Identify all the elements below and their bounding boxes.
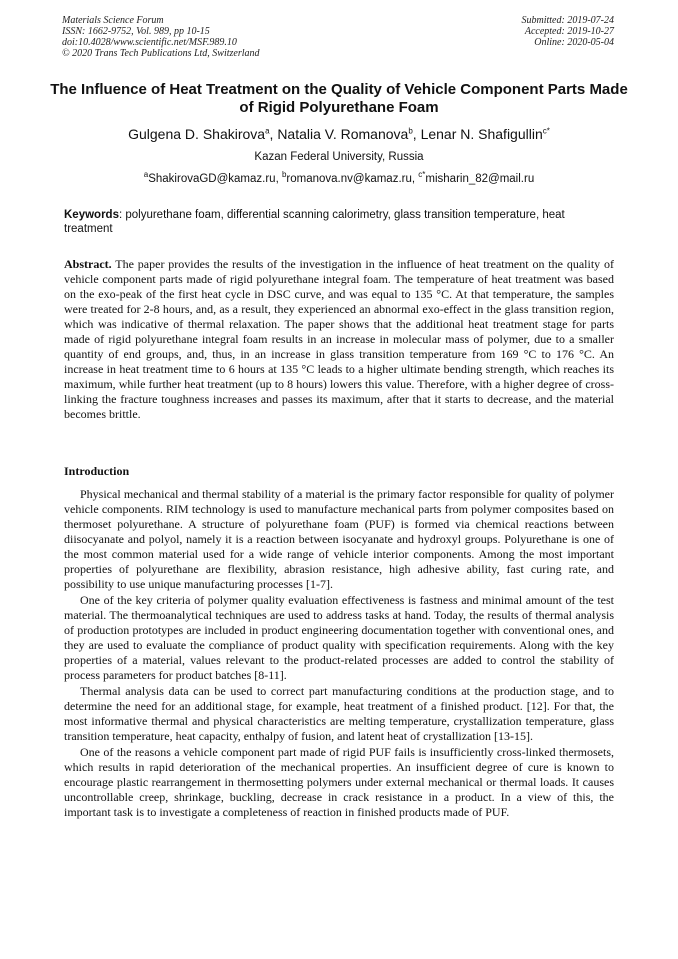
introduction-body bbox=[64, 487, 614, 821]
keywords-label: Keywords bbox=[64, 209, 119, 221]
email-1[interactable]: ShakirovaGD@kamaz.ru bbox=[148, 173, 276, 185]
abstract bbox=[64, 257, 614, 422]
online-date: Online: 2020-05-04 bbox=[534, 37, 614, 48]
author-list: Gulgena D. Shakirova$^a$, Natalia V. Romanova$^b$, Lenar N. Shafigullin$^{c*}$ bbox=[128, 126, 550, 142]
author-1: Gulgena D. Shakirova$^a$ bbox=[128, 126, 270, 142]
author-3: Lenar N. Shafigullin$^{c*}$ bbox=[420, 126, 550, 142]
abstract-text: The paper provides the results of the investigation in the influence of heat treatment on the quality of vehicle component parts made of rigid polyurethane integral foam. The temperature of heat treatment was based on the exo-peak of the first heat cycle in DSC curve, and was equal to 135 °C. At that temperature, the samples were treated for 2-8 hours, and, as a result, they experienced an abnormal exo-effect in the glass transition region, which was indicative of thermal relaxation. The paper shows that the additional heat treatment stage for parts made of rigid polyurethane integral foam results in an increase in molecular mass of polymer, due to a smaller quantity of end groups, and, thus, in an increase in glass transition temperature from 169 °C to 176 °C. An increase in heat treatment time to 6 hours at 135 °C leads to a higher ultimate bending strength, which reaches its maximum, while further heat treatment (up to 8 hours) lowers this value. Therefore, with a higher degree of cross-linking the fracture toughness increases and passes its maximum, after that it starts to decrease, and the material becomes brittle. bbox=[64, 257, 614, 421]
author-2: Natalia V. Romanova$^b$ bbox=[277, 126, 413, 142]
journal-info bbox=[62, 15, 260, 59]
paragraph: Thermal analysis data can be used to correct part manufacturing conditions at the production stage, and to determine the need for an additional stage, for example, heat treatment of a finished product. [12]. For that, the most informative thermal and physical characteristics are melting temperature, crystallization temperature, glass transition temperature, heat capacity, enthalpy of fusion, and latent heat of crystallization [13-15]. bbox=[64, 684, 614, 743]
author-2-affiliation-mark: b bbox=[408, 126, 413, 136]
submitted-date: Submitted: 2019-07-24 bbox=[521, 15, 614, 26]
doi-line: doi:10.4028/www.scientific.net/MSF.989.10 bbox=[62, 37, 237, 48]
publication-dates bbox=[522, 15, 615, 48]
affiliation: Kazan Federal University, Russia bbox=[254, 151, 424, 163]
email-3[interactable]: misharin_82@mail.ru bbox=[425, 173, 535, 185]
abstract-label: Abstract. bbox=[64, 257, 112, 271]
paper-title: The Influence of Heat Treatment on the Quality of Vehicle Component Parts Made of Rigid Polyurethane Foam bbox=[50, 81, 628, 116]
paragraph: One of the reasons a vehicle component part made of rigid PUF fails is insufficiently cross-linked thermosets, which results in rapid deterioration of the mechanical properties. An insufficient degree of cure is known to encourage plastic rearrangement in thermosetting polymers under external mechanical or thermal loads. It causes uncontrollable creep, shrinkage, buckling, decrease in crack resistance in a product. In a view of this, the important task is to investigate a completeness of reaction in finished products made of PUF. bbox=[64, 745, 614, 819]
accepted-date: Accepted: 2019-10-27 bbox=[524, 26, 614, 37]
issn-line: ISSN: 1662-9752, Vol. 989, pp 10-15 bbox=[62, 26, 210, 37]
copyright-line: © 2020 Trans Tech Publications Ltd, Switzerland bbox=[62, 48, 260, 59]
email-2[interactable]: romanova.nv@kamaz.ru bbox=[286, 173, 412, 185]
keywords bbox=[64, 208, 614, 236]
journal-name: Materials Science Forum bbox=[62, 15, 164, 26]
author-1-affiliation-mark: a bbox=[265, 126, 270, 136]
introduction-heading: Introduction bbox=[64, 464, 130, 478]
email-list: $^a$ShakirovaGD@kamaz.ru, $^b$romanova.nv@kamaz.ru, $^{c*}$misharin_82@mail.ru bbox=[143, 170, 535, 185]
keywords-text: : polyurethane foam, differential scanning calorimetry, glass transition temperature, heat treatment bbox=[64, 209, 565, 235]
paragraph: One of the key criteria of polymer quality evaluation effectiveness is fastness and minimal amount of the test material. The thermoanalytical techniques are used to address tasks at hand. Today, the results of thermal analysis of production prototypes are included in product engineering documentation together with conventional ones, and they are used to evaluate the compliance of product quality with specification requirements. Along with the key properties of a material, values relevant to the product-related processes are added to control the stability of process parameters for product batches [8-11]. bbox=[64, 593, 614, 682]
paragraph: Physical mechanical and thermal stability of a material is the primary factor responsible for quality of polymer vehicle components. RIM technology is used to manufacture mechanical parts from polymer composites based on thermoset polyurethane. A structure of polyurethane foam (PUF) is formed via chemical reactions between diisocyanate and polyol, namely it is a reaction between isocyanate and hydroxyl groups. Polyurethane is one of the most common material used for a wide range of vehicle interior components. Among the most important properties of polyurethane are flexibility, abrasion resistance, high adhesive ability, fast curing rate, and possibility to use unique manufacturing processes [1-7]. bbox=[64, 487, 614, 591]
author-3-affiliation-mark: c* bbox=[542, 126, 550, 136]
